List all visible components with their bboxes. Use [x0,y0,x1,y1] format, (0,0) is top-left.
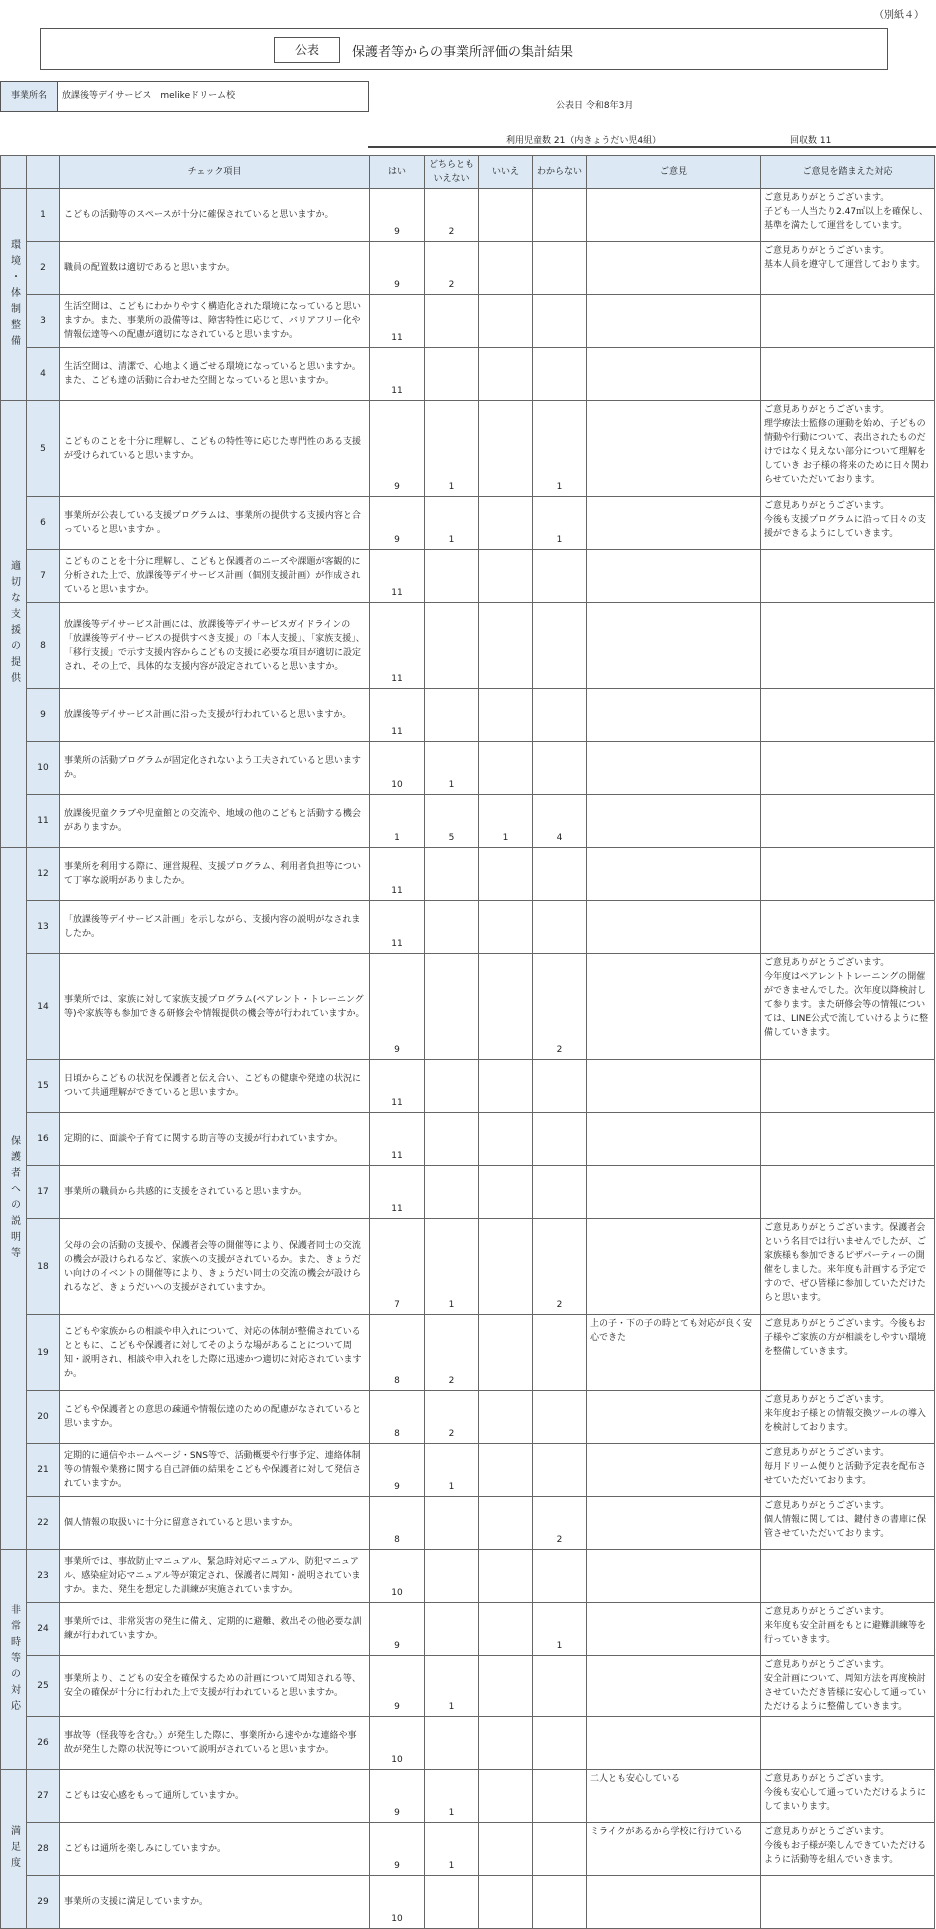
count-yes: 9 [370,1770,425,1823]
response: ご意見ありがとうございます。 基本人員を遵守して運営しております。 [761,242,935,295]
count-neither: 1 [425,1656,479,1717]
count-unknown [533,848,587,901]
count-unknown [533,1391,587,1444]
count-yes: 11 [370,848,425,901]
row-number: 10 [27,742,60,795]
check-item: 事業所の支援に満足していますか。 [60,1876,370,1929]
check-item: こどもや保護者との意思の疎通や情報伝達のための配慮がなされていると思いますか。 [60,1391,370,1444]
opinion [587,1876,761,1929]
table-row [1,1603,935,1656]
count-no [479,189,533,242]
table-row [1,954,935,1060]
opinion [587,348,761,401]
table-row [1,1060,935,1113]
office-label: 事業所名 [0,81,58,112]
check-item: 事業所の職員から共感的に支援をされていると思いますか。 [60,1166,370,1219]
count-neither [425,1113,479,1166]
response [761,1060,935,1113]
category-label: 非常時等の対応 [8,1603,20,1716]
count-yes: 8 [370,1497,425,1550]
count-yes: 9 [370,954,425,1060]
count-neither: 1 [425,401,479,497]
count-neither: 1 [425,497,479,550]
opinion [587,1113,761,1166]
count-no [479,1391,533,1444]
opinion [587,1219,761,1315]
header-response: ご意見を踏まえた対応 [761,156,935,189]
count-neither [425,1603,479,1656]
header-rule [368,146,936,148]
category-label: 適切な支援の提供 [8,560,20,688]
table-row [1,848,935,901]
count-unknown: 2 [533,1219,587,1315]
response: ご意見ありがとうございます。保護者会という名目では行いませんでしたが、ご家族様も参加できるピザパーティーの開催をしました。来年度も計画する予定ですので、ぜひ皆様に参加していただけたらと思います。 [761,1219,935,1315]
row-number: 16 [27,1113,60,1166]
table-row [1,1770,935,1823]
check-item: 事業所が公表している支援プログラムは、事業所の提供する支援内容と合っていると思いますか 。 [60,497,370,550]
row-number: 29 [27,1876,60,1929]
count-yes: 9 [370,242,425,295]
count-yes: 9 [370,497,425,550]
opinion [587,242,761,295]
count-no [479,901,533,954]
publish-date-label: 公表日 [556,101,584,111]
count-yes: 10 [370,742,425,795]
count-no [479,1603,533,1656]
count-yes: 10 [370,1876,425,1929]
check-item: 父母の会の活動の支援や、保護者会等の開催等により、保護者同士の交流の機会が設けられるなど、家族への支援がされているか。また、きょうだい向けのイベントの開催等により、きょうだい同士の交流の機会が設けられるなど、きょうだいへの支援がされていますか。 [60,1219,370,1315]
count-no [479,1770,533,1823]
row-number: 4 [27,348,60,401]
table-row [1,795,935,848]
page-title: 保護者等からの事業所評価の集計結果 [352,45,574,60]
count-yes: 9 [370,1444,425,1497]
table-row [1,1876,935,1929]
count-unknown [533,1770,587,1823]
count-neither [425,348,479,401]
opinion [587,1391,761,1444]
row-number: 24 [27,1603,60,1656]
table-row [1,189,935,242]
count-unknown: 1 [533,401,587,497]
count-no [479,1315,533,1391]
table-header-row [1,156,935,189]
table-row [1,1444,935,1497]
check-item: こどもや家族からの相談や申入れについて、対応の体制が整備されているとともに、こどもや保護者に対してそのような場があることについて周知・説明され、相談や申入れをした際に迅速かつ適切に対応されていますか。 [60,1315,370,1391]
count-unknown [533,1060,587,1113]
count-no [479,1550,533,1603]
check-item: 放課後等デイサービス計画に沿った支援が行われていると思いますか。 [60,689,370,742]
count-yes: 9 [370,1603,425,1656]
count-unknown: 1 [533,497,587,550]
header-opinion: ご意見 [587,156,761,189]
count-no [479,1823,533,1876]
opinion [587,689,761,742]
row-number: 21 [27,1444,60,1497]
count-yes: 9 [370,1656,425,1717]
table-row [1,742,935,795]
response: ご意見ありがとうございます。 毎月ドリーム便りと活動予定表を配布させていただいております。 [761,1444,935,1497]
count-yes: 10 [370,1717,425,1770]
count-neither: 2 [425,242,479,295]
count-neither [425,1717,479,1770]
check-item: 職員の配置数は適切であると思いますか。 [60,242,370,295]
check-item: 定期的に、面談や子育てに関する助言等の支援が行われていますか。 [60,1113,370,1166]
row-number: 6 [27,497,60,550]
count-yes: 11 [370,1113,425,1166]
row-number: 11 [27,795,60,848]
row-number: 23 [27,1550,60,1603]
table-row [1,1315,935,1391]
category-label: 保護者への説明等 [8,1134,20,1263]
count-unknown: 2 [533,954,587,1060]
count-neither [425,1876,479,1929]
check-item: 放課後等デイサービス計画には、放課後等デイサービスガイドラインの「放課後等デイサービスの提供すべき支援」の「本人支援」、「家族支援」、「移行支援」で示す支援内容からこどもの支援に必要な項目が適切に設定され、その上で、具体的な支援内容が設定されていると思いますか。 [60,603,370,689]
category-cell [1,401,27,848]
count-yes: 7 [370,1219,425,1315]
header-category [1,156,27,189]
count-unknown [533,1444,587,1497]
response [761,689,935,742]
count-unknown [533,295,587,348]
public-label: 公表 [274,37,340,63]
check-item: 日頃からこどもの状況を保護者と伝え合い、こどもの健康や発達の状況について共通理解ができていると思いますか。 [60,1060,370,1113]
table-row [1,901,935,954]
count-neither [425,901,479,954]
response [761,795,935,848]
check-item: 生活空間は、こどもにわかりやすく構造化された環境になっていると思いますか。また、事業所の設備等は、障害特性に応じて、バリアフリー化や情報伝達等への配慮が適切になされていると思いますか。 [60,295,370,348]
response [761,901,935,954]
row-number: 25 [27,1656,60,1717]
row-number: 26 [27,1717,60,1770]
count-unknown [533,1876,587,1929]
count-neither [425,1166,479,1219]
table-row [1,401,935,497]
response: ご意見ありがとうございます。 今年度はペアレントトレーニングの開催ができませんでした。次年度以降検討して参ります。また研修会等の情報については、LINE公式で流していけるように整備していきます。 [761,954,935,1060]
count-neither: 1 [425,742,479,795]
header-number [27,156,60,189]
count-unknown: 1 [533,1603,587,1656]
count-no [479,603,533,689]
check-item: こどもの活動等のスペースが十分に確保されていると思いますか。 [60,189,370,242]
table-row [1,295,935,348]
check-item: 生活空間は、清潔で、心地よく過ごせる環境になっていると思いますか。また、こども達の活動に合わせた空間となっていると思いますか。 [60,348,370,401]
count-unknown [533,189,587,242]
check-item: 「放課後等デイサービス計画」を示しながら、支援内容の説明がなされましたか。 [60,901,370,954]
response: ご意見ありがとうございます。 来年度も安全計画をもとに避難訓練等を行っていきます。 [761,1603,935,1656]
response [761,1550,935,1603]
opinion [587,1717,761,1770]
row-number: 17 [27,1166,60,1219]
count-neither: 1 [425,1444,479,1497]
response [761,550,935,603]
response: ご意見ありがとうございます。 今後も安心して通っていただけるようにしてまいります。 [761,1770,935,1823]
user-count-label: 利用児童数 [506,136,552,146]
count-no [479,1219,533,1315]
count-no [479,689,533,742]
row-number: 1 [27,189,60,242]
response [761,603,935,689]
count-yes: 8 [370,1391,425,1444]
response [761,1113,935,1166]
reply-count [790,133,831,146]
count-unknown [533,1113,587,1166]
check-item: 事業所より、こどもの安全を確保するための計画について周知される等、安全の確保が十分に行われた上で支援が行われていると思いますか。 [60,1656,370,1717]
table-row [1,1823,935,1876]
opinion: 上の子・下の子の時とても対応が良く安心できた [587,1315,761,1391]
count-yes: 11 [370,295,425,348]
category-cell [1,1770,27,1929]
count-yes: 11 [370,348,425,401]
response [761,1717,935,1770]
response [761,1876,935,1929]
table-row [1,603,935,689]
table-row [1,1656,935,1717]
opinion [587,603,761,689]
check-item: 事業所を利用する際に、運営規程、支援プログラム、利用者負担等について丁寧な説明がありましたか。 [60,848,370,901]
response: ご意見ありがとうございます。今後もお子様やご家族の方が相談をしやすい環境を整備していきます。 [761,1315,935,1391]
user-count-value: 21（内きょうだい児4組） [553,136,662,146]
response: ご意見ありがとうございます。 来年度お子様との情報交換ツールの導入を検討しております。 [761,1391,935,1444]
table-row [1,1497,935,1550]
row-number: 14 [27,954,60,1060]
row-number: 27 [27,1770,60,1823]
row-number: 20 [27,1391,60,1444]
count-unknown [533,603,587,689]
count-neither [425,954,479,1060]
count-yes: 11 [370,550,425,603]
check-item: こどもは安心感をもって通所していますか。 [60,1770,370,1823]
response: ご意見ありがとうございます。 個人情報に関しては、鍵付きの書庫に保管させていただいております。 [761,1497,935,1550]
row-number: 9 [27,689,60,742]
count-unknown [533,901,587,954]
table-row [1,497,935,550]
count-neither: 1 [425,1823,479,1876]
check-item: 事業所では、事故防止マニュアル、緊急時対応マニュアル、防犯マニュアル、感染症対応マニュアル等が策定され、保護者に周知・説明されていますか。また、発生を想定した訓練が実施されていますか。 [60,1550,370,1603]
count-no [479,848,533,901]
response [761,848,935,901]
row-number: 5 [27,401,60,497]
opinion [587,550,761,603]
count-no [479,242,533,295]
count-no [479,348,533,401]
count-unknown [533,689,587,742]
count-neither [425,603,479,689]
count-no [479,1876,533,1929]
count-neither [425,848,479,901]
category-label: 環境・体制整備 [8,238,20,351]
count-no [479,1656,533,1717]
row-number: 19 [27,1315,60,1391]
count-no [479,497,533,550]
count-unknown [533,1550,587,1603]
category-cell [1,848,27,1550]
appendix-tag: （別紙４） [874,10,924,21]
count-yes: 9 [370,1823,425,1876]
header-unknown: わからない [533,156,587,189]
count-no [479,295,533,348]
opinion [587,1603,761,1656]
opinion [587,848,761,901]
user-count [506,133,661,146]
table-row [1,689,935,742]
table-row [1,550,935,603]
row-number: 22 [27,1497,60,1550]
check-item: 放課後児童クラブや児童館との交流や、地域の他のこどもと活動する機会がありますか。 [60,795,370,848]
count-no: 1 [479,795,533,848]
check-item: 事業所の活動プログラムが固定化されないよう工夫されていると思いますか。 [60,742,370,795]
opinion [587,795,761,848]
opinion [587,401,761,497]
category-label: 満足度 [8,1825,20,1873]
opinion: 二人とも安心している [587,1770,761,1823]
count-neither: 2 [425,189,479,242]
check-item: こどものことを十分に理解し、こどもの特性等に応じた専門性のある支援が受けられていると思いますか。 [60,401,370,497]
count-neither [425,550,479,603]
table-body [1,189,935,1929]
check-item: 事故等（怪我等を含む。）が発生した際に、事業所から速やかな連絡や事故が発生した際の状況等について説明がされていると思いますか。 [60,1717,370,1770]
count-unknown [533,742,587,795]
count-yes: 11 [370,689,425,742]
table-row [1,1391,935,1444]
opinion [587,1656,761,1717]
count-neither: 5 [425,795,479,848]
row-number: 3 [27,295,60,348]
count-no [479,742,533,795]
opinion [587,189,761,242]
header-no: いいえ [479,156,533,189]
table-row [1,242,935,295]
check-item: 個人情報の取扱いに十分に留意されていると思いますか。 [60,1497,370,1550]
row-number: 15 [27,1060,60,1113]
opinion: ミライクがあるから学校に行けている [587,1823,761,1876]
response: ご意見ありがとうございます。 安全計画について、周知方法を再度検討させていただき皆様に安心して通っていただけるように整備していきます。 [761,1656,935,1717]
office-name: 放課後等デイサービス melikeドリーム校 [58,81,369,112]
reply-count-value: 11 [819,136,832,146]
opinion [587,1060,761,1113]
reply-count-label: 回収数 [790,136,818,146]
count-no [479,1113,533,1166]
response [761,1166,935,1219]
opinion [587,295,761,348]
row-number: 13 [27,901,60,954]
check-item: 事業所では、家族に対して家族支援プログラム(ペアレント・トレーニング等)や家族等も参加できる研修会や情報提供の機会等が行われていますか。 [60,954,370,1060]
response: ご意見ありがとうございます。 子ども一人当たり2.47㎡以上を確保し、基準を満たして運営をしています。 [761,189,935,242]
publish-date [556,98,633,111]
count-unknown: 4 [533,795,587,848]
check-item: こどものことを十分に理解し、こどもと保護者のニーズや課題が客観的に分析された上で、放課後等デイサービス計画（個別支援計画）が作成されていると思いますか。 [60,550,370,603]
table-row [1,348,935,401]
count-unknown [533,348,587,401]
count-no [479,1166,533,1219]
opinion [587,497,761,550]
count-no [479,1444,533,1497]
survey-table [0,155,935,1929]
opinion [587,1550,761,1603]
publish-date-value: 令和8年3月 [585,101,634,111]
category-cell [1,189,27,401]
category-cell [1,1550,27,1770]
row-number: 12 [27,848,60,901]
count-no [479,954,533,1060]
table-row [1,1550,935,1603]
row-number: 2 [27,242,60,295]
table-row [1,1166,935,1219]
count-no [479,550,533,603]
header-check-item: チェック項目 [60,156,370,189]
count-neither [425,295,479,348]
row-number: 28 [27,1823,60,1876]
check-item: こどもは通所を楽しみにしていますか。 [60,1823,370,1876]
count-yes: 9 [370,189,425,242]
response [761,742,935,795]
count-neither [425,1550,479,1603]
row-number: 8 [27,603,60,689]
check-item: 事業所では、非常災害の発生に備え、定期的に避難、救出その他必要な訓練が行われていますか。 [60,1603,370,1656]
table-row [1,1219,935,1315]
count-unknown [533,1823,587,1876]
opinion [587,1166,761,1219]
count-unknown [533,1166,587,1219]
opinion [587,901,761,954]
count-neither [425,689,479,742]
count-no [479,1717,533,1770]
response: ご意見ありがとうございます。 今後もお子様が楽しんできていただけるように活動等を組んでいきます。 [761,1823,935,1876]
opinion [587,1497,761,1550]
opinion [587,742,761,795]
count-unknown [533,242,587,295]
count-unknown [533,1656,587,1717]
header-neither: どちらとも いえない [425,156,479,189]
count-unknown [533,1717,587,1770]
count-neither: 1 [425,1770,479,1823]
count-neither [425,1497,479,1550]
response: ご意見ありがとうございます。 今後も支援プログラムに沿って日々の支援ができるようにしていきます。 [761,497,935,550]
count-yes: 11 [370,1166,425,1219]
header-yes: はい [370,156,425,189]
count-yes: 11 [370,1060,425,1113]
count-no [479,1060,533,1113]
response: ご意見ありがとうございます。 理学療法士監修の運動を始め、子どもの情動や行動について、表出されたものだけではなく見えない部分について理解をしていき お子様の将来のために日々関わらせていただいております。 [761,401,935,497]
opinion [587,1444,761,1497]
count-unknown: 2 [533,1497,587,1550]
row-number: 7 [27,550,60,603]
response [761,295,935,348]
check-item: 定期的に通信やホームページ・SNS等で、活動概要や行事予定、連絡体制等の情報や業務に関する自己評価の結果をこどもや保護者に対して発信されていますか。 [60,1444,370,1497]
count-neither: 2 [425,1315,479,1391]
row-number: 18 [27,1219,60,1315]
count-no [479,1497,533,1550]
count-yes: 11 [370,901,425,954]
count-neither: 1 [425,1219,479,1315]
count-no [479,401,533,497]
count-unknown [533,1315,587,1391]
count-unknown [533,550,587,603]
count-neither: 2 [425,1391,479,1444]
count-yes: 1 [370,795,425,848]
table-row [1,1717,935,1770]
opinion [587,954,761,1060]
count-yes: 10 [370,1550,425,1603]
table-row [1,1113,935,1166]
count-yes: 8 [370,1315,425,1391]
count-yes: 9 [370,401,425,497]
count-yes: 11 [370,603,425,689]
count-neither [425,1060,479,1113]
response [761,348,935,401]
